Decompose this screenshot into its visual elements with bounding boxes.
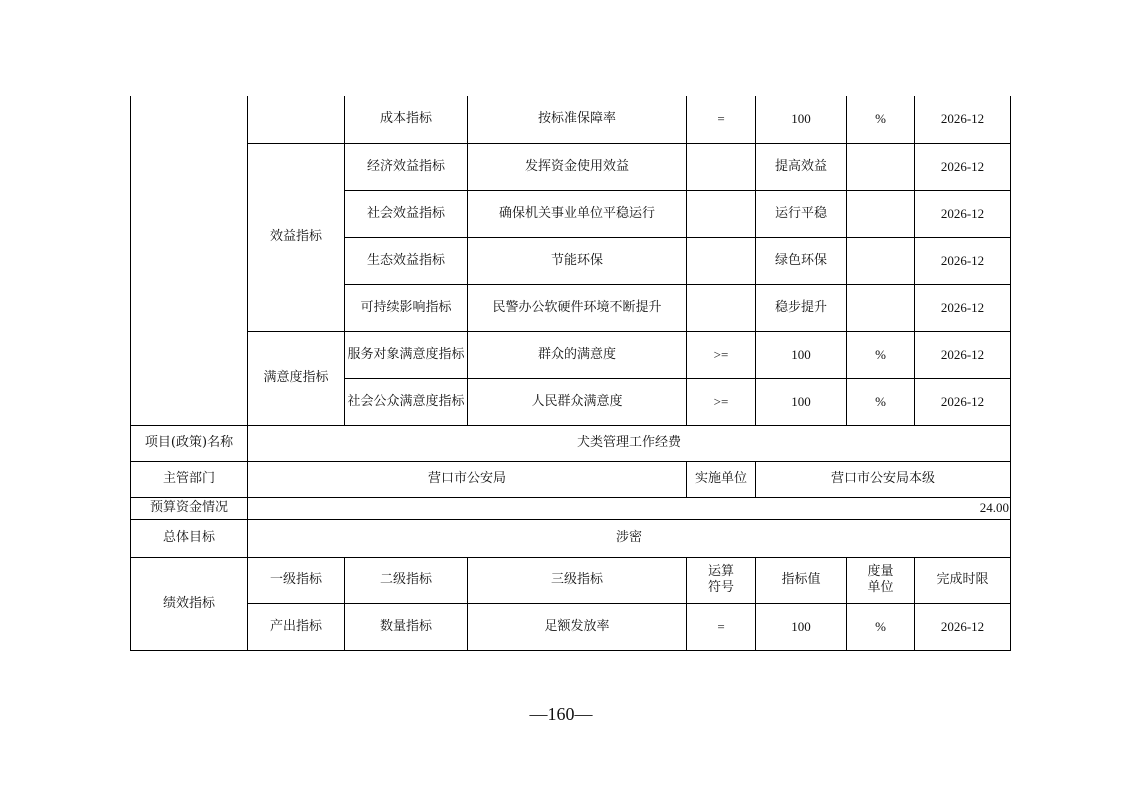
operator-cell — [687, 237, 756, 284]
first-level-indicator-cell: 产出指标 — [248, 603, 345, 650]
header-third-level: 三级指标 — [468, 557, 687, 603]
tertiary-indicator-cell: 民警办公软硬件环境不断提升 — [468, 284, 687, 331]
secondary-indicator-cell: 经济效益指标 — [345, 143, 468, 190]
secondary-indicator-cell: 生态效益指标 — [345, 237, 468, 284]
indicator-value-cell: 100 — [756, 96, 847, 143]
deadline-cell: 2026-12 — [915, 603, 1011, 650]
satisfaction-indicator-label: 满意度指标 — [248, 331, 345, 425]
indicator-value-cell: 运行平稳 — [756, 190, 847, 237]
unit-cell: % — [847, 603, 915, 650]
header-unit — [847, 557, 915, 603]
unit-cell: % — [847, 378, 915, 425]
header-indicator-value: 指标值 — [756, 557, 847, 603]
tertiary-indicator-cell: 人民群众满意度 — [468, 378, 687, 425]
deadline-cell: 2026-12 — [915, 378, 1011, 425]
header-unit-line1: 度量 — [867, 564, 894, 579]
header-operator — [687, 557, 756, 603]
tertiary-indicator-cell: 发挥资金使用效益 — [468, 143, 687, 190]
deadline-cell: 2026-12 — [915, 143, 1011, 190]
unit-cell: % — [847, 96, 915, 143]
unit-cell — [847, 237, 915, 284]
operator-cell — [687, 143, 756, 190]
tertiary-indicator-cell: 群众的满意度 — [468, 331, 687, 378]
unit-cell — [847, 190, 915, 237]
header-deadline: 完成时限 — [915, 557, 1011, 603]
operator-cell: >= — [687, 331, 756, 378]
implementing-unit-label: 实施单位 — [687, 461, 756, 497]
unit-cell — [847, 143, 915, 190]
deadline-cell: 2026-12 — [915, 96, 1011, 143]
secondary-indicator-cell: 可持续影响指标 — [345, 284, 468, 331]
tertiary-indicator-cell: 节能环保 — [468, 237, 687, 284]
indicator-value-cell: 100 — [756, 603, 847, 650]
secondary-indicator-cell: 服务对象满意度指标 — [345, 331, 468, 378]
budget-label: 预算资金情况 — [131, 497, 248, 519]
tertiary-indicator-cell: 确保机关事业单位平稳运行 — [468, 190, 687, 237]
benefit-indicator-label: 效益指标 — [248, 143, 345, 331]
blank-cell — [131, 96, 248, 425]
indicator-value-cell: 稳步提升 — [756, 284, 847, 331]
tertiary-indicator-cell: 按标准保障率 — [468, 96, 687, 143]
header-first-level: 一级指标 — [248, 557, 345, 603]
secondary-indicator-cell: 数量指标 — [345, 603, 468, 650]
project-name-label: 项目(政策)名称 — [131, 425, 248, 461]
blank-cell — [248, 96, 345, 143]
indicator-value-cell: 100 — [756, 331, 847, 378]
performance-table — [130, 96, 1011, 651]
deadline-cell: 2026-12 — [915, 190, 1011, 237]
unit-cell — [847, 284, 915, 331]
implementing-unit-value: 营口市公安局本级 — [756, 461, 1011, 497]
operator-cell — [687, 284, 756, 331]
indicator-value-cell: 提高效益 — [756, 143, 847, 190]
operator-cell: = — [687, 603, 756, 650]
operator-cell: = — [687, 96, 756, 143]
deadline-cell: 2026-12 — [915, 237, 1011, 284]
header-unit-line2: 单位 — [867, 580, 894, 595]
project-name-value: 犬类管理工作经费 — [248, 425, 1011, 461]
unit-cell: % — [847, 331, 915, 378]
supervising-dept-label: 主管部门 — [131, 461, 248, 497]
indicator-value-cell: 100 — [756, 378, 847, 425]
tertiary-indicator-cell: 足额发放率 — [468, 603, 687, 650]
secondary-indicator-cell: 成本指标 — [345, 96, 468, 143]
supervising-dept-value: 营口市公安局 — [248, 461, 687, 497]
secondary-indicator-cell: 社会效益指标 — [345, 190, 468, 237]
indicator-value-cell: 绿色环保 — [756, 237, 847, 284]
performance-indicator-label: 绩效指标 — [131, 557, 248, 650]
deadline-cell: 2026-12 — [915, 284, 1011, 331]
operator-cell — [687, 190, 756, 237]
secondary-indicator-cell: 社会公众满意度指标 — [345, 378, 468, 425]
header-operator-line2: 符号 — [707, 580, 734, 595]
overall-goal-label: 总体目标 — [131, 519, 248, 557]
page-number: —160— — [529, 704, 593, 724]
header-operator-line1: 运算 — [707, 564, 734, 579]
budget-value: 24.00 — [248, 497, 1011, 519]
overall-goal-value: 涉密 — [248, 519, 1011, 557]
operator-cell: >= — [687, 378, 756, 425]
header-second-level: 二级指标 — [345, 557, 468, 603]
deadline-cell: 2026-12 — [915, 331, 1011, 378]
